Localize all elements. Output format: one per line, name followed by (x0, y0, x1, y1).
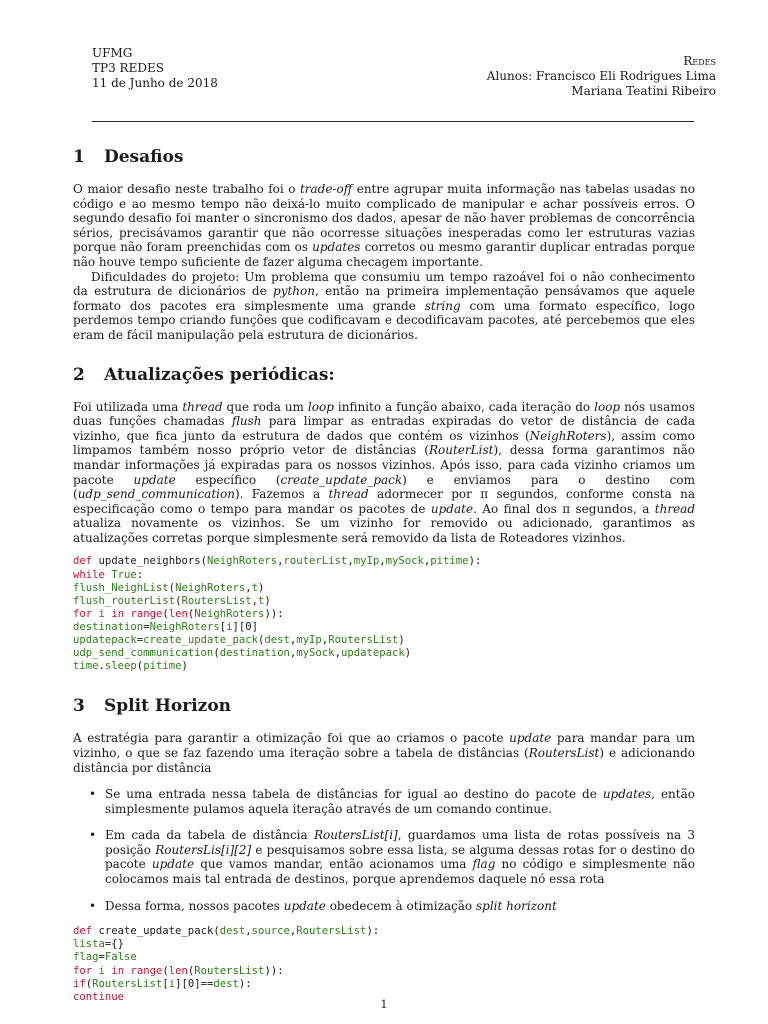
code-line: update_neighbors(NeighRoters,routerList,myIp,mySock,pitime): (98, 555, 482, 568)
italic-term: update (430, 501, 474, 516)
text-run: no código e simplesmente não colocamos mais tal entrada de destinos, porque aprendemos daquele nó essa rota (105, 857, 695, 887)
header-university: UFMG (92, 46, 133, 60)
italic-term: split horizont (475, 898, 557, 913)
header-authors-line1: Alunos: Francisco Eli Rodrigues Lima (486, 69, 716, 83)
italic-term: updates (312, 240, 361, 255)
section-3-paragraph-1 (73, 731, 695, 775)
italic-term: string (424, 298, 461, 313)
italic-term: RoutersList[i] (313, 828, 398, 843)
text-run: que vamos mandar, então acionamos uma (194, 857, 473, 872)
text-run: Em cada da tabela de distância (105, 828, 314, 843)
section-title: Desafios (104, 147, 184, 167)
text-run: . Ao final dos π segundos, a (473, 501, 655, 516)
text-run: ) e enviamos para o destino com ( (73, 472, 695, 502)
text-run: específico ( (175, 472, 281, 487)
list-item (73, 899, 695, 914)
text-run: infinito a função abaixo, cada iteração do (333, 399, 595, 414)
italic-term: update (283, 898, 326, 913)
italic-term: thread (654, 501, 696, 516)
text-run: Se uma entrada nessa tabela de distâncias for igual ao destino do pacote de (105, 787, 603, 802)
section-1-paragraph-1 (73, 182, 695, 270)
text-run: ), assim como limpamos também nosso próprio vetor de distâncias ( (73, 428, 695, 458)
text-run: ), dessa forma garantimos não mandar informações já expiradas para os nossos vizinhos. Após isso, para cada vizinho criamos um pacote (73, 443, 696, 487)
section-1-paragraph-2 (73, 270, 695, 343)
italic-term: update (151, 857, 195, 872)
list-item (73, 828, 695, 886)
text-run: obedecem à otimização (325, 898, 476, 913)
header-course: Redes (683, 54, 716, 68)
section-number: 1 (73, 147, 85, 167)
italic-term: create_update_pack (280, 472, 403, 487)
text-run: Dessa forma, nossos pacotes (105, 898, 284, 913)
code-block-update-neighbors: def update_neighbors(NeighRoters,routerList,myIp,mySock,pitime): while True: flush_NeighList(NeighRoters,t) flush_routerList(RoutersList,t) for i in range(len(NeighRoters)): destination=NeighRoters[i][0] updatepack=create_update_pack(dest,myIp,RoutersList) udp_send_communication(destination,mySock,updatepack) time.sleep(pitime) (73, 555, 482, 673)
section-title: Atualizações periódicas: (104, 364, 335, 385)
text-run: A estratégia para garantir a otimização foi que ao criamos o pacote (73, 731, 510, 746)
italic-term: update (133, 472, 176, 487)
bullet-icon: • (89, 828, 97, 843)
header-authors-line2: Mariana Teatini Ribeiro (571, 84, 716, 98)
italic-term: NeighRoters (529, 428, 607, 443)
text-run: ). Fazemos a (234, 487, 329, 502)
text-run: O maior desafio neste trabalho foi o (73, 182, 300, 196)
document-body (73, 146, 695, 1004)
header-left (92, 46, 218, 91)
section-number: 2 (73, 364, 85, 385)
italic-term: trade-off (299, 182, 353, 196)
text-run: entre agrupar muita informação nas tabelas usadas no código e ao mesmo tempo não deixá-lo muito complicado de manipular e achar possíveis erros. O segundo desafio foi manter o sincronismo dos dados, apesar de não haver problemas de concorrência sérios, precisávamos garantir que não ocorresse situações inesperadas como ler estruturas vazias porque não foram preenchidas com os (73, 182, 695, 255)
code-block-create-update-pack: def create_update_pack(dest,source,RoutersList): lista={} flag=False for i in range(len(RoutersList)): if(RoutersList[i][0]==dest): continue (73, 925, 380, 1003)
italic-term: RoutersList (528, 745, 600, 760)
bullet-icon: • (89, 898, 97, 913)
italic-term: updates (602, 787, 652, 802)
italic-term: thread (328, 487, 369, 502)
italic-term: loop (594, 399, 621, 414)
text-run: corretos ou mesmo garantir duplicar entradas porque não houve tempo suficiente de fazer alguma checagem importante. (73, 240, 696, 269)
section-title: Split Horizon (104, 696, 232, 717)
italic-term: RoutersLis[i][2] (155, 842, 252, 857)
section-3-heading (73, 695, 695, 717)
text-run: , guardamos uma lista de rotas possíveis na 3 posição (105, 828, 696, 857)
text-run: , então simplesmente pulamos aquela iteração através de um comando continue. (105, 787, 695, 816)
header-date: 11 de Junho de 2018 (92, 76, 218, 90)
text-run: , então na primeira implementação pensávamos que aquele formato dos pacotes era simplesmente uma grande (73, 284, 696, 313)
text-run: Dificuldades do projeto: Um problema que consumiu um tempo razoável foi o não conhecimento da estrutura de dicionários de (73, 269, 695, 299)
italic-term: python (273, 284, 315, 299)
italic-term: udp_send_communication (77, 487, 235, 502)
text-run: Foi utilizada uma (73, 399, 183, 414)
list-item (73, 787, 695, 816)
text-run: atualiza novamente os vizinhos. Se um vizinho for removido ou adicionado, garantimos as atualizações corretas porque simplesmente será removido da lista de Roteadores vizinhos. (73, 516, 695, 545)
italic-term: loop (307, 399, 334, 414)
bullet-icon: • (89, 787, 97, 802)
text-run: adormecer por π segundos, conforme consta na especificação como o tempo para mandar os pacotes de (73, 487, 695, 516)
header-right (487, 54, 716, 99)
text-run: nós usamos duas funções chamadas (73, 399, 695, 429)
section-number: 3 (73, 696, 85, 717)
text-run: e pesquisamos sobre essa lista, se alguma dessas rotas for o destino do pacote (105, 842, 695, 872)
section-1-heading (73, 146, 695, 168)
italic-term: thread (182, 399, 223, 414)
text-run: para limpar as entradas expiradas do vetor de distância de cada vizinho, que fica junto da estrutura de dados que contém os vizinhos ( (73, 414, 695, 443)
text-run: para mandar para um vizinho, o que se faz fazendo uma iteração sobre a tabela de distâncias ( (73, 731, 695, 760)
italic-term: flag (472, 857, 496, 872)
header-divider (92, 121, 694, 122)
text-run: que roda um (222, 399, 308, 414)
text-run: com uma formato específico, logo perdemos tempo criando funções que codificavam e decodificavam pacotes, até percebemos que eles eram de fácil manipulação pela estrutura de dicionários. (73, 298, 695, 342)
section-2-paragraph-1 (73, 400, 695, 546)
italic-term: flush (231, 414, 262, 429)
italic-term: update (509, 731, 552, 746)
bullet-list (73, 787, 695, 913)
header-assignment: TP3 REDES (92, 61, 164, 75)
italic-term: RouterList (429, 443, 494, 458)
page-number: 1 (380, 998, 388, 1011)
section-2-heading (73, 364, 695, 386)
text-run: ) e adicionando distância por distância (73, 745, 695, 775)
